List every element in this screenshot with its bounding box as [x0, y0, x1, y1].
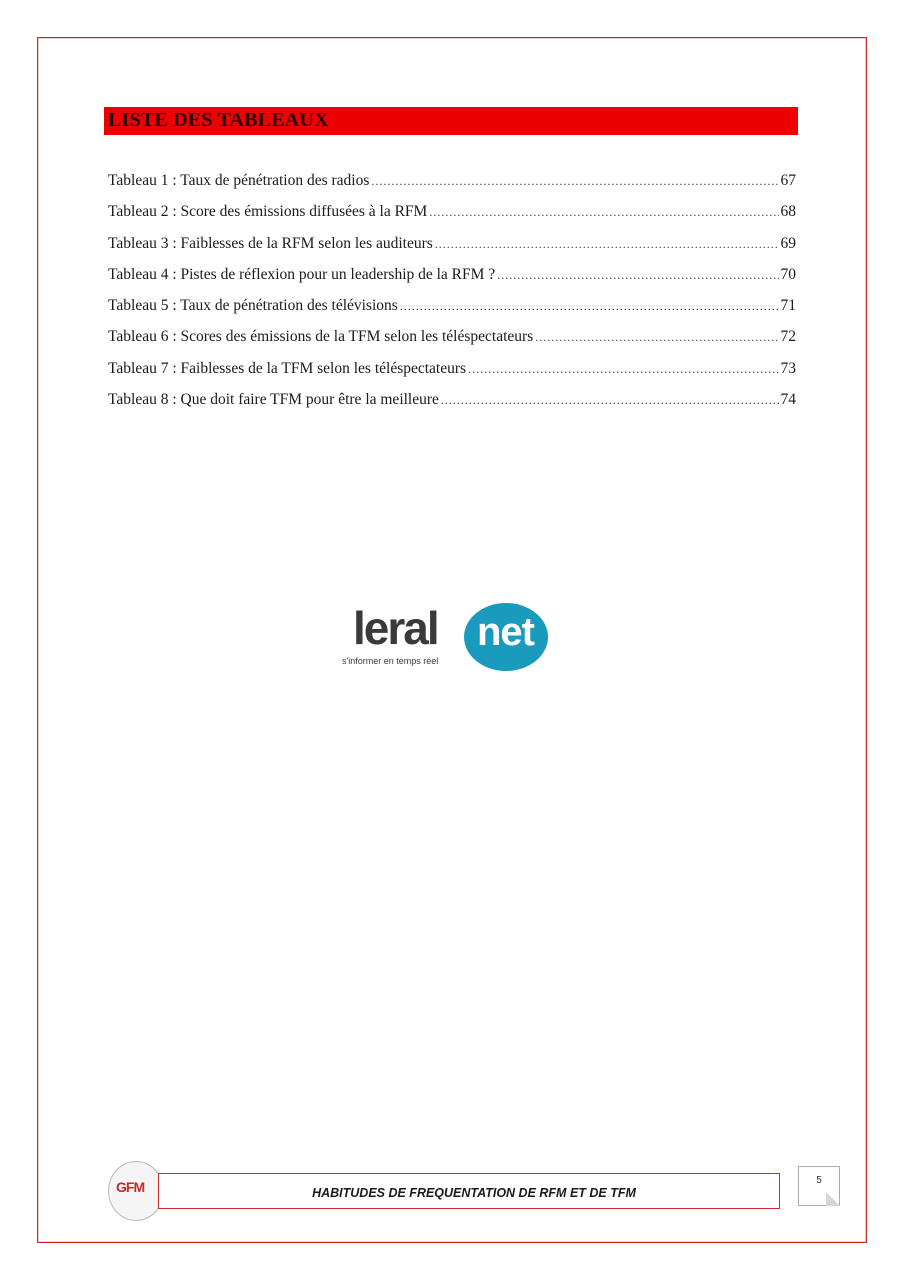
section-heading: LISTE DES TABLEAUX: [108, 109, 329, 131]
toc-leader-dots: [497, 264, 778, 286]
page-number: 5: [816, 1175, 822, 1186]
toc-entry-page: 68: [780, 203, 796, 221]
footer-title: HABITUDES DE FREQUENTATION DE RFM ET DE TFM: [312, 1186, 636, 1200]
toc-leader-dots: [371, 170, 778, 192]
logo-wordmark: leral: [353, 602, 438, 654]
logo-tagline: s'informer en temps réel: [342, 656, 439, 666]
toc-entry-page: 70: [780, 265, 796, 283]
toc-entry-page: 71: [780, 297, 796, 315]
toc-entry-page: 67: [780, 172, 796, 189]
toc-entry-label: Tableau 6 : Scores des émissions de la TFM selon les téléspectateurs: [108, 328, 534, 346]
toc-entry-page: 69: [780, 234, 796, 252]
toc-leader-dots: [400, 295, 779, 317]
toc-entry-8[interactable]: [108, 389, 796, 420]
gfm-emblem-icon: [108, 1161, 164, 1221]
toc-leader-dots: [429, 201, 778, 223]
toc-entry-page: 74: [780, 391, 796, 409]
logo-badge-text: net: [477, 610, 534, 654]
toc-entry-label: Tableau 1 : Taux de pénétration des radios: [108, 172, 370, 189]
toc-leader-dots: [441, 389, 779, 411]
toc-entry-4[interactable]: [108, 264, 796, 295]
toc-entry-page: 72: [780, 328, 796, 346]
toc-entry-label: Tableau 2 : Score des émissions diffusées à la RFM: [108, 203, 428, 221]
toc-entry-2[interactable]: [108, 201, 796, 232]
toc-entry-5[interactable]: [108, 295, 796, 326]
emblem-text: GFM: [116, 1179, 145, 1195]
toc-entry-3[interactable]: [108, 233, 796, 264]
toc-leader-dots: [435, 233, 779, 255]
leralnet-logo: [342, 602, 553, 675]
toc-entry-label: Tableau 8 : Que doit faire TFM pour être la meilleure: [108, 391, 439, 409]
toc-entry-page: 73: [780, 359, 796, 377]
toc-leader-dots: [468, 358, 778, 380]
toc-entry-label: Tableau 4 : Pistes de réflexion pour un leadership de la RFM ?: [108, 265, 496, 283]
table-list: [108, 170, 796, 420]
footer-title-box: [158, 1173, 780, 1209]
toc-entry-label: Tableau 3 : Faiblesses de la RFM selon les auditeurs: [108, 234, 433, 252]
toc-entry-6[interactable]: [108, 326, 796, 357]
section-heading-band: [104, 107, 798, 135]
toc-entry-1[interactable]: [108, 170, 796, 201]
toc-entry-label: Tableau 5 : Taux de pénétration des télévisions: [108, 297, 398, 315]
toc-entry-7[interactable]: [108, 358, 796, 389]
toc-entry-label: Tableau 7 : Faiblesses de la TFM selon les téléspectateurs: [108, 359, 467, 377]
page-number-box: [798, 1166, 840, 1206]
toc-leader-dots: [535, 326, 778, 348]
